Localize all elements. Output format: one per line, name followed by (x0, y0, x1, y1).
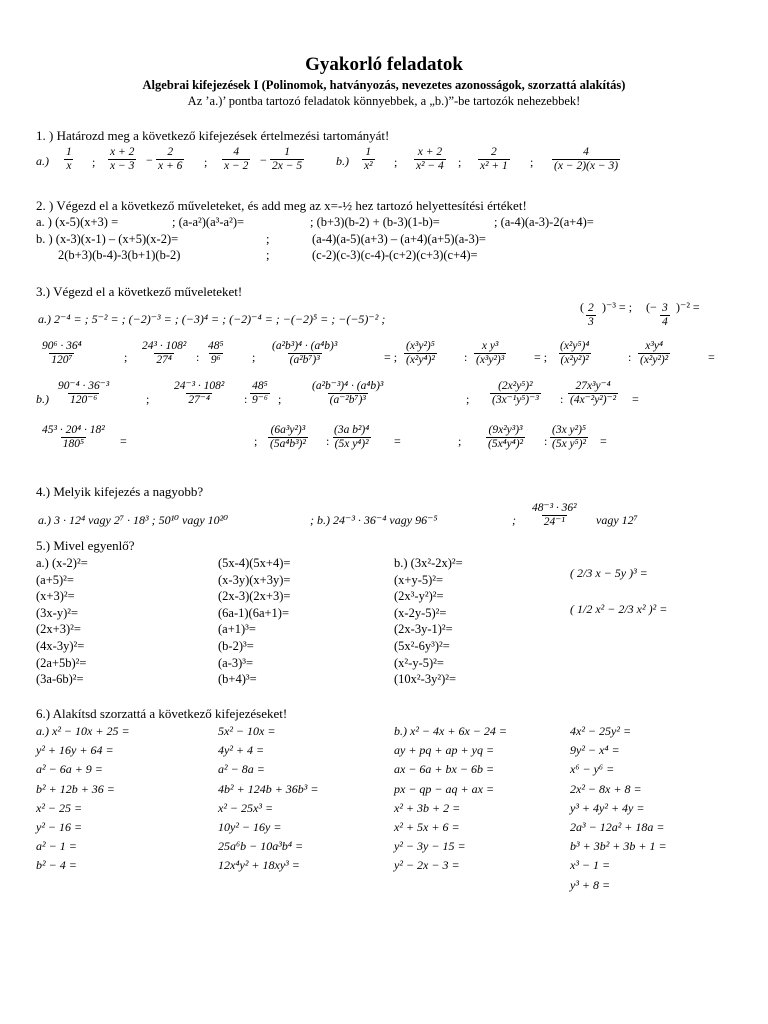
q1-b-frac-3 (478, 146, 510, 172)
q1-b-frac-2 (414, 146, 446, 172)
q3-row2-sym-5: : (464, 350, 468, 364)
q1-a-frac-3a (222, 146, 250, 172)
q4-heading: 4.) Melyik kifejezés a nagyobb? (36, 484, 204, 499)
q3-row3-frac-6-numerator: 27x³y⁻⁴ (575, 380, 611, 392)
q3-row3-frac-2 (172, 380, 226, 406)
q1-a-frac-2b-numerator: 2 (167, 146, 174, 158)
q1-a-sep-1: ; (92, 155, 96, 169)
q1-a-sep-2: ; (204, 155, 208, 169)
q3-row3-frac-3-denominator: 9⁻⁶ (252, 393, 268, 406)
q6-col4-item-2: 9y² − x⁴ = (570, 743, 620, 758)
q1-b-frac-1-numerator: 1 (365, 146, 372, 158)
q3-row4-sym-7: = (600, 434, 607, 448)
q6-col2-item-6: 10y² − 16y = (218, 820, 282, 834)
q6-col3-item-3: ax − 6a + bx − 6b = (394, 762, 495, 777)
q6-col4-item-8: x³ − 1 = (570, 858, 611, 873)
q2-c-item-1: 2(b+3)(b-4)-3(b+1)(b-2) (58, 248, 181, 262)
q1-a-frac-3b (270, 146, 304, 172)
q6-col1-item-7: a² − 1 = (36, 839, 77, 854)
q1-b-frac-1 (362, 146, 375, 172)
q3-row4-sym-4: = (394, 434, 401, 448)
q1-a-frac-2b (156, 146, 184, 172)
q3-row2-frac-8-denominator: (x²y²)² (640, 353, 669, 366)
q3-row2-sym-7: : (628, 350, 632, 364)
q5-col3-item-4: (x-2y-5)²= (394, 605, 447, 620)
q3-row4-frac-5-denominator: (5x y⁵)² (552, 437, 586, 450)
q3-row2-frac-7-numerator: (x²y⁵)⁴ (560, 340, 590, 352)
q5-col1-item-1: a.) (x-2)²= (36, 556, 88, 570)
q1-b-frac-1-denominator: x² (364, 159, 373, 172)
q3-row4-frac-1-denominator: 180⁵ (62, 437, 84, 450)
q2-a-item-2: ; (a-a²)(a³-a²)= (172, 215, 245, 229)
q3-row2-frac-8 (638, 340, 670, 366)
q3-row1-frac-2 (660, 302, 670, 328)
q5-heading: 5.) Mivel egyenlő? (36, 538, 135, 553)
q6-col3-item-1: b.) x² − 4x + 6x − 24 = (394, 724, 507, 738)
q3-row2-sym-8: = (708, 350, 715, 364)
q3-row2-frac-1 (40, 340, 84, 366)
q6-col1-item-8: b² − 4 = (36, 858, 77, 873)
q5-col3-item-8: (10x²-3y²)²= (394, 672, 457, 687)
q3-row3-frac-1-numerator: 90⁻⁴ · 36⁻³ (58, 380, 110, 392)
q5-col2-item-5: (a+1)³= (218, 622, 256, 637)
q4-part-c-semicolon: ; (512, 513, 516, 527)
q4-c-frac (530, 502, 579, 528)
q3-row3-frac-6-denominator: (4x⁻²y²)⁻² (570, 393, 617, 406)
q6-col1-item-5: x² − 25 = (36, 800, 83, 815)
q3-row2-frac-6 (474, 340, 506, 366)
q3-row4-sym-1: = (120, 434, 127, 448)
q6-col2-item-1: 5x² − 10x = (218, 724, 276, 738)
q5-col1-item-3: (x+3)²= (36, 589, 75, 604)
q3-row1-paren-2: (− (646, 300, 657, 314)
q3-row3-frac-4-denominator: (a⁻²b⁷)³ (329, 393, 366, 406)
q1-a-frac-1-denominator: x (66, 159, 72, 172)
q5-col3-item-5: (2x-3y-1)²= (394, 622, 453, 637)
q1-a-frac-1 (64, 146, 74, 172)
q1-a-frac-2a-denominator: x − 3 (110, 159, 135, 172)
q1-b-frac-4-numerator: 4 (583, 146, 589, 158)
q6-col3-item-2: ay + pq + ap + yq = (394, 743, 495, 758)
q3-row2-frac-5 (404, 340, 437, 366)
q3-b-label: b.) (36, 392, 49, 406)
q3-row4-frac-4-denominator: (5x⁴y⁴)² (488, 437, 524, 450)
q1-b-frac-2-denominator: x² − 4 (416, 159, 444, 172)
q1-a-frac-2a (108, 146, 136, 172)
q5-col3-item-6: (5x²-6y³)²= (394, 639, 450, 653)
q3-row4-frac-2-numerator: (6a³y²)³ (270, 424, 306, 436)
q3-row4-sym-3: : (326, 434, 330, 448)
q3-row3-sym-1: ; (146, 392, 150, 406)
q3-row2-frac-1-denominator: 120⁷ (51, 353, 73, 366)
q3-row2-frac-5-denominator: (x²y⁴)² (406, 353, 435, 366)
q6-col1-item-2: y² + 16y + 64 = (36, 743, 114, 758)
q4-part-a: a.) 3 · 12⁴ vagy 2⁷ · 18³ ; 50¹⁰ vagy 10²⁰ (38, 513, 229, 527)
q2-b-item-2: ; (266, 232, 270, 246)
q3-row3-sym-2: : (244, 392, 248, 406)
q3-row4-frac-3-numerator: (3a b²)⁴ (334, 424, 370, 436)
q3-row2-frac-3-denominator: 9⁶ (210, 353, 221, 366)
q2-heading: 2. ) Végezd el a következő műveleteket, és add meg az x=-½ hez tartozó helyettesítési értéket! (36, 198, 527, 213)
q1-b-frac-4 (552, 146, 620, 172)
q1-a-frac-3b-numerator: 1 (284, 146, 290, 158)
q3-row4-frac-2 (268, 424, 308, 450)
q1-b-frac-2-numerator: x + 2 (417, 146, 443, 158)
q5-col2-item-3: (2x-3)(2x+3)= (218, 589, 291, 604)
q6-col2-item-2: 4y² + 4 = (218, 743, 265, 758)
q2-a-item-1: a. ) (x-5)(x+3) = (36, 215, 119, 229)
q5-col2-item-7: (a-3)³= (218, 655, 254, 670)
q2-b-item-1: b. ) (x-3)(x-1) – (x+5)(x-2)= (36, 232, 179, 246)
q3-row2-sym-3: ; (252, 350, 256, 364)
q3-row1-frac-2-numerator: 3 (662, 302, 668, 314)
q1-a-frac-2a-numerator: x + 2 (110, 146, 135, 158)
q5-col2-item-1: (5x-4)(5x+4)= (218, 556, 291, 570)
q3-row4-sym-6: : (544, 434, 548, 448)
q3-row1-paren-1: ( (580, 300, 584, 314)
q3-row4-frac-1 (40, 424, 107, 450)
q5-col2-item-2: (x-3y)(x+3y)= (218, 572, 291, 587)
q3-row2-frac-1-numerator: 90⁶ · 36⁴ (42, 340, 82, 352)
q6-col3-item-8: y² − 2x − 3 = (394, 858, 460, 873)
q1-b-sep-2: ; (458, 155, 462, 169)
q3-row2-frac-7 (558, 340, 591, 366)
q5-col1-item-5: (2x+3)²= (36, 622, 81, 637)
q1-a-frac-2b-denominator: x + 6 (158, 159, 183, 172)
q5-col1-item-2: (a+5)²= (36, 572, 74, 587)
q3-row4-sym-5: ; (458, 434, 462, 448)
q1-b-sep-1: ; (394, 155, 398, 169)
q3-row4-frac-3 (332, 424, 371, 450)
q3-row1-frac-1-denominator: 3 (588, 315, 594, 328)
q5-col1-item-4: (3x-y)²= (36, 605, 79, 620)
q6-col4-item-3: x⁶ − y⁶ = (570, 762, 615, 777)
q3-row1: a.) 2⁻⁴ = ; 5⁻² = ; (−2)⁻³ = ; (−3)⁴ = ; (−2)⁻⁴ = ; −(−2)⁵ = ; −(−5)⁻² ; (38, 312, 386, 326)
q2-b-item-3: (a-4)(a-5)(a+3) – (a+4)(a+5)(a-3)= (312, 232, 486, 246)
q6-col1-item-4: b² + 12b + 36 = (36, 781, 115, 796)
q5-col3-item-1: b.) (3x²-2x)²= (394, 556, 463, 570)
q1-b-frac-3-denominator: x² + 1 (480, 159, 508, 172)
q5-col3-item-3: (2x³-y²)²= (394, 589, 444, 604)
page-instructions: Az ’a.)’ pontba tartozó feladatok könnyebbek, a „b.)”-be tartozók nehezebbek! (187, 94, 581, 108)
q3-row4-sym-2: ; (254, 434, 258, 448)
q5-col4-item-2: ( 1/2 x² − 2/3 x² )² = (570, 602, 668, 616)
q3-row2-sym-2: : (196, 350, 200, 364)
q3-row3-frac-4 (310, 380, 385, 406)
q3-row3-sym-6: = (632, 392, 639, 406)
q1-a-frac-3b-denominator: 2x − 5 (272, 159, 303, 172)
q3-row2-frac-2-numerator: 24³ · 108² (142, 340, 187, 352)
q3-row4-frac-2-denominator: (5a⁴b³)² (270, 437, 306, 450)
q3-row4-frac-5-numerator: (3x y²)⁵ (552, 424, 586, 436)
q6-col4-item-5: y³ + 4y² + 4y = (570, 800, 645, 815)
page-title: Gyakorló feladatok (305, 54, 463, 75)
q4-c-frac-denominator: 24⁻¹ (543, 515, 565, 528)
q1-b-frac-3-numerator: 2 (491, 146, 497, 158)
q6-col1-item-3: a² − 6a + 9 = (36, 762, 103, 777)
q6-heading: 6.) Alakítsd szorzattá a következő kifejezéseket! (36, 706, 288, 721)
q6-col2-item-3: a² − 8a = (218, 762, 265, 777)
q3-row3-frac-3-numerator: 48⁵ (252, 380, 268, 392)
q3-row1-frac-1-numerator: 2 (588, 302, 594, 314)
q5-col4-item-1: ( 2/3 x − 5y )³ = (570, 566, 648, 580)
q3-row3-sym-5: : (560, 392, 564, 406)
q1-b-frac-4-denominator: (x − 2)(x − 3) (554, 159, 619, 172)
q1-b-label: b.) (336, 154, 349, 168)
q1-a-minus-2: − (260, 153, 267, 167)
q1-a-minus-1: − (146, 153, 153, 167)
page-subtitle: Algebrai kifejezések I (Polinomok, hatványozás, nevezetes azonosságok, szorzattá alakítás) (142, 78, 626, 92)
q3-heading: 3.) Végezd el a következő műveleteket! (36, 284, 243, 299)
q5-col1-item-6: (4x-3y)²= (36, 639, 85, 653)
q3-row4-frac-5 (550, 424, 588, 450)
q5-col1-item-8: (3a-6b)²= (36, 672, 84, 687)
q3-row2-frac-4-numerator: (a²b³)⁴ · (a⁴b)³ (272, 340, 338, 352)
q3-row2-frac-3 (206, 340, 226, 366)
q3-row2-frac-3-numerator: 48⁵ (208, 340, 224, 352)
q6-col3-item-4: px − qp − aq + ax = (394, 781, 495, 796)
q5-col1-item-7: (2a+5b)²= (36, 655, 87, 670)
q3-row1-paren-2-close: )⁻² = (676, 300, 700, 314)
q3-row4-frac-1-numerator: 45³ · 20⁴ · 18² (42, 424, 105, 436)
q4-part-b: ; b.) 24⁻³ · 36⁻⁴ vagy 96⁻⁵ (310, 513, 438, 527)
q5-col3-item-7: (x²-y-5)²= (394, 655, 444, 670)
q3-row3-frac-5 (490, 380, 541, 406)
q2-c-item-3: (c-2)(c-3)(c-4)-(c+2)(c+3)(c+4)= (312, 248, 478, 262)
q5-col3-item-2: (x+y-5)²= (394, 572, 444, 587)
q6-col4-item-1: 4x² − 25y² = (570, 724, 632, 738)
q2-a-item-4: ; (a-4)(a-3)-2(a+4)= (494, 215, 594, 229)
q4-c-frac-numerator: 48⁻³ · 36² (532, 502, 577, 514)
q3-row2-frac-8-numerator: x³y⁴ (645, 340, 663, 352)
q3-row3-frac-3 (250, 380, 270, 406)
q6-col1-item-1: a.) x² − 10x + 25 = (36, 724, 130, 738)
q3-row2-frac-4 (270, 340, 339, 366)
q5-col2-item-4: (6a-1)(6a+1)= (218, 605, 290, 620)
q3-row3-frac-4-numerator: (a²b⁻³)⁴ · (a⁴b)³ (312, 380, 384, 392)
q3-row3-sym-4: ; (466, 392, 470, 406)
q4-c-tail: vagy 12⁷ (596, 513, 638, 527)
q3-row1-paren-1-close: )⁻³ = ; (602, 300, 633, 314)
q1-a-label: a.) (36, 154, 49, 168)
q6-col2-item-8: 12x⁴y² + 18xy³ = (218, 858, 300, 873)
q3-row2-frac-2 (140, 340, 188, 366)
q1-heading: 1. ) Határozd meg a következő kifejezések értelmezési tartományát! (36, 128, 390, 143)
q6-col4-item-4: 2x² − 8x + 8 = (570, 781, 642, 796)
q3-row3-frac-1-denominator: 120⁻⁶ (69, 393, 98, 406)
q3-row2-frac-5-numerator: (x³y²)⁵ (406, 340, 435, 352)
q3-row4-frac-4-numerator: (9x²y³)³ (488, 424, 523, 436)
q6-col3-item-6: x² + 5x + 6 = (394, 820, 460, 834)
q3-row3-frac-5-numerator: (2x²y⁵)² (498, 380, 533, 392)
q1-b-sep-3: ; (530, 155, 534, 169)
q1-a-frac-3a-denominator: x − 2 (224, 159, 249, 172)
q3-row1-frac-2-denominator: 4 (662, 315, 668, 328)
q3-row3-frac-6 (568, 380, 618, 406)
q1-a-frac-1-numerator: 1 (66, 146, 72, 158)
q6-col4-item-6: 2a³ − 12a² + 18a = (570, 820, 665, 834)
q3-row2-frac-4-denominator: (a²b⁷)³ (289, 353, 320, 366)
q1-a-frac-3a-numerator: 4 (233, 146, 240, 158)
q6-col2-item-4: 4b² + 124b + 36b³ = (218, 781, 319, 796)
q6-col3-item-5: x² + 3b + 2 = (394, 800, 461, 815)
q3-row3-frac-5-denominator: (3x⁻¹y⁵)⁻³ (492, 393, 539, 406)
q3-row2-frac-6-denominator: (x³y²)³ (476, 353, 505, 366)
q3-row2-sym-4: = ; (384, 350, 398, 364)
q3-row4-frac-3-denominator: (5x y⁴)² (334, 437, 369, 450)
q3-row2-sym-6: = ; (534, 350, 548, 364)
q2-a-item-3: ; (b+3)(b-2) + (b-3)(1-b)= (310, 215, 440, 229)
q3-row3-frac-2-denominator: 27⁻⁴ (188, 393, 210, 406)
q5-col2-item-8: (b+4)³= (218, 672, 257, 687)
q3-row2-frac-7-denominator: (x²y²)² (560, 353, 589, 366)
q5-col2-item-6: (b-2)³= (218, 639, 254, 653)
q3-row3-frac-2-numerator: 24⁻³ · 108² (174, 380, 225, 392)
q3-row1-frac-1 (586, 302, 596, 328)
q6-col3-item-7: y² − 3y − 15 = (394, 839, 466, 854)
q6-col4-item-9: y³ + 8 = (570, 877, 611, 892)
q6-col2-item-5: x² − 25x³ = (218, 800, 274, 815)
q6-col4-item-7: b³ + 3b² + 3b + 1 = (570, 839, 667, 854)
q2-c-item-2: ; (266, 248, 270, 262)
q6-col2-item-7: 25a⁶b − 10a³b⁴ = (218, 839, 304, 854)
q3-row2-sym-1: ; (124, 350, 128, 364)
q3-row3-frac-1 (56, 380, 111, 406)
q3-row2-frac-2-denominator: 27⁴ (156, 353, 172, 366)
q3-row2-frac-6-numerator: x y³ (481, 340, 499, 352)
q3-row3-sym-3: ; (278, 392, 282, 406)
q6-col1-item-6: y² − 16 = (36, 820, 83, 834)
q3-row4-frac-4 (486, 424, 525, 450)
